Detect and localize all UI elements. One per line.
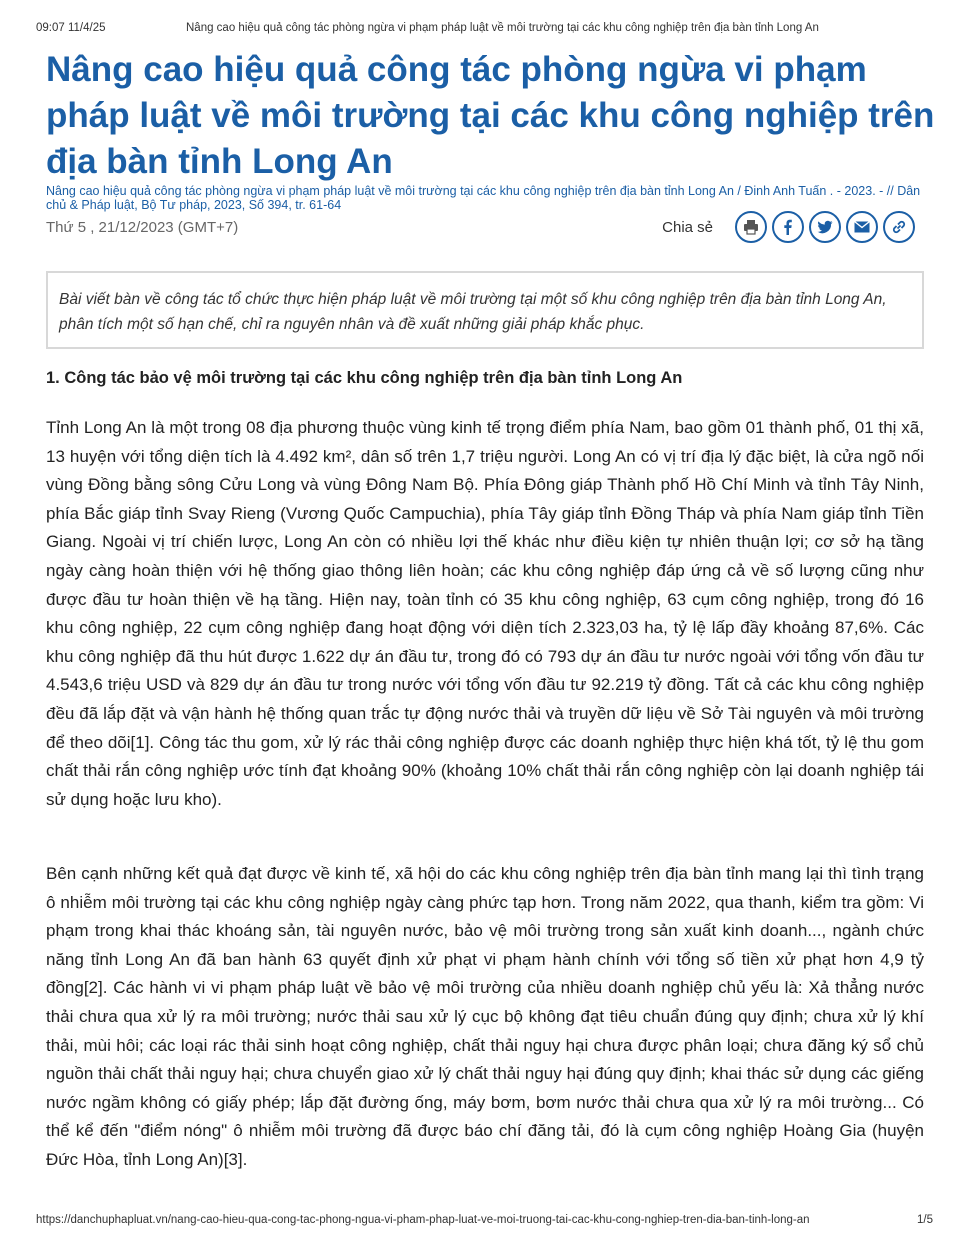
copy-link-button[interactable] xyxy=(883,211,915,243)
page-number: 1/5 xyxy=(917,1214,933,1226)
print-button[interactable] xyxy=(735,211,767,243)
share-label: Chia sẻ xyxy=(662,218,713,236)
twitter-button[interactable] xyxy=(809,211,841,243)
footer-url: https://danchuphapluat.vn/nang-cao-hieu-qua-cong-tac-phong-ngua-vi-pham-phap-luat-ve-moi-truong-tai-cac-khu-cong-nghiep-tren-dia-ban-tinh-long-an xyxy=(36,1214,810,1226)
print-timestamp: 09:07 11/4/25 xyxy=(36,22,106,34)
section-heading: 1. Công tác bảo vệ môi trường tại các khu công nghiệp trên địa bàn tỉnh Long An xyxy=(46,369,683,387)
twitter-icon xyxy=(816,218,834,236)
share-bar xyxy=(662,211,915,243)
citation-link[interactable]: Nâng cao hiệu quả công tác phòng ngừa vi phạm pháp luật về môi trường tại các khu công nghiệp trên địa bàn tỉnh Long An / Đinh Anh Tuấn . - 2023. - // Dân chủ & Pháp luật, Bộ Tư pháp, 2023, Số 394, tr. 61-64 xyxy=(46,184,921,212)
email-button[interactable] xyxy=(846,211,878,243)
facebook-button[interactable] xyxy=(772,211,804,243)
print-header xyxy=(36,22,933,38)
link-icon xyxy=(890,218,908,236)
print-footer xyxy=(36,1214,933,1226)
article-summary: Bài viết bàn về công tác tổ chức thực hiện pháp luật về môi trường tại một số khu công nghiệp trên địa bàn tỉnh Long An, phân tích một số hạn chế, chỉ ra nguyên nhân và đề xuất những giải pháp khắc phục. xyxy=(46,271,924,349)
body-paragraph: Bên cạnh những kết quả đạt được về kinh tế, xã hội do các khu công nghiệp trên địa bàn tỉnh mang lại thì tình trạng ô nhiễm môi trường tại các khu công nghiệp ngày càng phức tạp hơn. Trong năm 2022, qua thanh, kiểm tra gồm: Vi phạm trong khai thác khoáng sản, tài nguyên nước, bảo vệ môi trường trong sản xuất kinh doanh..., ngành chức năng tỉnh Long An đã ban hành 63 quyết định xử phạt vi phạm hành chính với tổng số tiền xử phạt hơn 4,9 tỷ đồng[2]. Các hành vi vi phạm pháp luật về bảo vệ môi trường của nhiều doanh nghiệp chủ yếu là: Xả thẳng nước thải chưa qua xử lý ra môi trường; nước thải sau xử lý cục bộ không đạt tiêu chuẩn đúng quy định; chưa xử lý khí thải, mùi hôi; các loại rác thải sinh hoạt công nghiệp, chất thải nguy hại chưa được phân loại; chưa đăng ký sổ chủ nguồn thải chất thải nguy hại; chưa chuyển giao xử lý chất thải nguy hại đúng quy định; khai thác sử dụng các giếng nước ngầm không có giấy phép; lắp đặt đường ống, máy bơm, bơm nước thải chưa qua xử lý ra môi trường... Có thể kể đến "điểm nóng" ô nhiễm môi trường đã được báo chí đăng tải, đó là cụm công nghiệp Hoàng Gia (huyện Đức Hòa, tỉnh Long An)[3]. xyxy=(46,864,924,1169)
facebook-icon xyxy=(779,218,797,236)
email-icon xyxy=(853,218,871,236)
print-page-title: Nâng cao hiệu quả công tác phòng ngừa vi phạm pháp luật về môi trường tại các khu công nghiệp trên địa bàn tỉnh Long An xyxy=(186,22,819,34)
body-paragraph: Tỉnh Long An là một trong 08 địa phương thuộc vùng kinh tế trọng điểm phía Nam, bao gồm 01 thành phố, 01 thị xã, 13 huyện với tổng diện tích là 4.492 km², dân số trên 1,7 triệu người. Long An có vị trí địa lý đặc biệt, là cửa ngõ nối vùng Đồng bằng sông Cửu Long và vùng Đông Nam Bộ. Phía Đông giáp Thành phố Hồ Chí Minh và tỉnh Tây Ninh, phía Bắc giáp tỉnh Svay Rieng (Vương Quốc Campuchia), phía Tây giáp tỉnh Đồng Tháp và phía Nam giáp tỉnh Tiền Giang. Ngoài vị trí chiến lược, Long An còn có nhiều lợi thế khác như điều kiện tự nhiên thuận lợi; cơ sở hạ tầng ngày càng hoàn thiện với hệ thống giao thông liên hoàn; các khu công nghiệp đáp ứng cả về số lượng cũng như được đầu tư hoàn thiện về hạ tầng. Hiện nay, toàn tỉnh có 35 khu công nghiệp, 63 cụm công nghiệp, trong đó 16 khu công nghiệp, 22 cụm công nghiệp đang hoạt động với diện tích 2.323,03 ha, tỷ lệ lấp đầy khoảng 87,6%. Các khu công nghiệp đã thu hút được 1.622 dự án đầu tư, trong đó có 793 dự án đầu tư nước ngoài với tổng vốn đầu tư 4.543,6 triệu USD và 829 dự án đầu tư trong nước với tổng vốn đầu tư 92.219 tỷ đồng. Tất cả các khu công nghiệp đều đã lắp đặt và vận hành hệ thống quan trắc tự động nước thải và truyền dữ liệu về Sở Tài nguyên và môi trường để theo dõi[1]. Công tác thu gom, xử lý rác thải công nghiệp được các doanh nghiệp thực hiện khá tốt, tỷ lệ thu gom chất thải rắn công nghiệp ước tính đạt khoảng 90% (khoảng 10% chất thải rắn công nghiệp còn lại doanh nghiệp tái sử dụng hoặc lưu kho). xyxy=(46,418,924,809)
print-icon xyxy=(742,218,760,236)
publish-date: Thứ 5 , 21/12/2023 (GMT+7) xyxy=(46,219,239,236)
article-title: Nâng cao hiệu quả công tác phòng ngừa vi phạm pháp luật về môi trường tại các khu công nghiệp trên địa bàn tỉnh Long An xyxy=(46,50,935,181)
